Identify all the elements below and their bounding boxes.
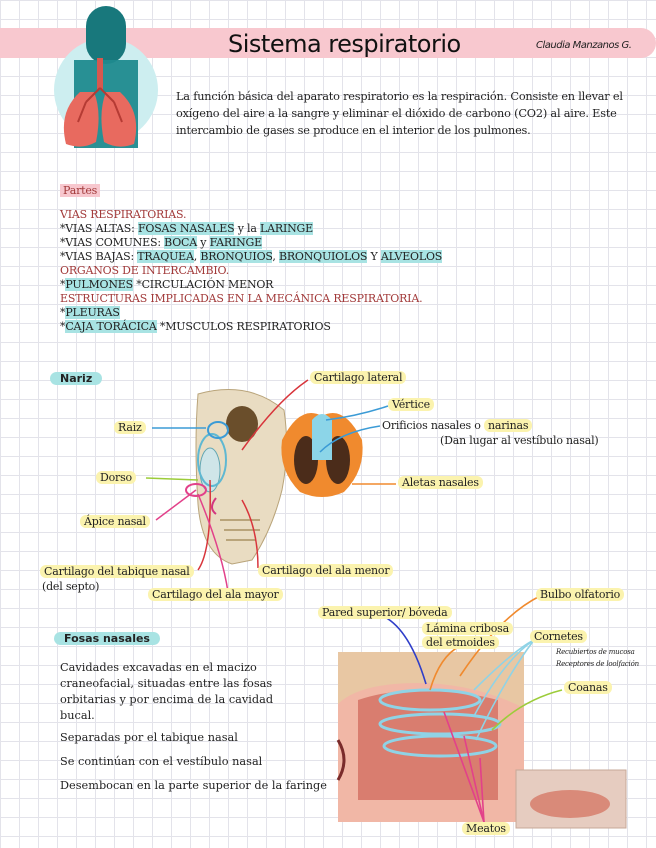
label-raiz: Raiz [114,421,146,434]
label-receptores: Receptores de loolfación [556,660,639,668]
fosas-heading: Fosas nasales [54,632,160,645]
label-cartilago-tabique: Cartilago del tabique nasal [40,565,194,578]
skull-illustration [186,390,287,564]
label-pared-superior: Pared superior/ bóveda [318,606,452,619]
respiratory-system-icon [54,6,158,148]
partes-heading: Partes [60,184,100,197]
intro-paragraph: La función básica del aparato respiratorio es la respiración. Consiste en llevar el oxígeno del aire a la sangre y eliminar el dióxido de carbono (CO2) al aire. Este intercambio de gases se produce en el interior de los pulmones. [176,90,623,137]
label-lamina-1: Lámina cribosa [422,622,513,635]
pulmones-line: *PULMONES *CIRCULACIÓN MENOR [60,278,274,291]
nariz-heading: Nariz [50,372,102,385]
caja-line: *CAJA TORÁCICA *MUSCULOS RESPIRATORIOS [60,320,331,333]
page-title: Sistema respiratorio [228,30,461,58]
fosas-continuan: Se continúan con el vestíbulo nasal [60,755,263,768]
label-cartilago-ala-mayor: Cartilago del ala mayor [148,588,283,601]
organos-title: ORGANOS DE INTERCAMBIO. [60,264,229,277]
vias-bajas-line: *VIAS BAJAS: TRAQUEA, BRONQUIOS, BRONQUIOLOS Y ALVEOLOS [60,250,443,263]
label-recubiertos: Recubiertos de mucosa [556,648,635,656]
label-aletas: Aletas nasales [398,476,483,489]
label-vertice: Vértice [388,398,434,411]
fosas-description: Cavidades excavadas en el macizo craneofacial, situadas entre las fosas orbitarias y por encima de la cavidad bucal. [60,661,274,722]
label-orificios: Orificios nasales o narinas [382,419,532,432]
label-dorso: Dorso [96,471,136,484]
author-name: Claudia Manzanos G. [536,40,632,51]
label-cartilago-ala-menor: Cartilago del ala menor [258,564,393,577]
pleuras-line: *PLEURAS [60,306,120,319]
label-apice: Ápice nasal [80,515,150,528]
fosas-separadas: Separadas por el tabique nasal [60,731,238,744]
label-meatos: Meatos [462,822,510,835]
label-del-septo: (del septo) [42,580,100,593]
label-bulbo-olfatorio: Bulbo olfatorio [536,588,624,601]
fosas-desembocan: Desembocan en la parte superior de la faringe [60,779,327,792]
label-cornetes: Cornetes [530,630,587,643]
vias-comunes-line: *VIAS COMUNES: BOCA y FARINGE [60,236,262,249]
label-lamina-2: del etmoides [422,636,499,649]
nasal-cartilage-illustration [281,413,362,497]
estructuras-title: ESTRUCTURAS IMPLICADAS EN LA MECÁNICA RESPIRATORIA. [60,292,423,305]
label-cartilago-lateral: Cartilago lateral [310,371,406,384]
label-dan-lugar: (Dan lugar al vestíbulo nasal) [440,434,599,447]
label-coanas: Coanas [564,681,612,694]
vias-altas-line: *VIAS ALTAS: FOSAS NASALES y la LARINGE [60,222,313,235]
vias-respiratorias-title: VIAS RESPIRATORIAS. [60,208,187,221]
